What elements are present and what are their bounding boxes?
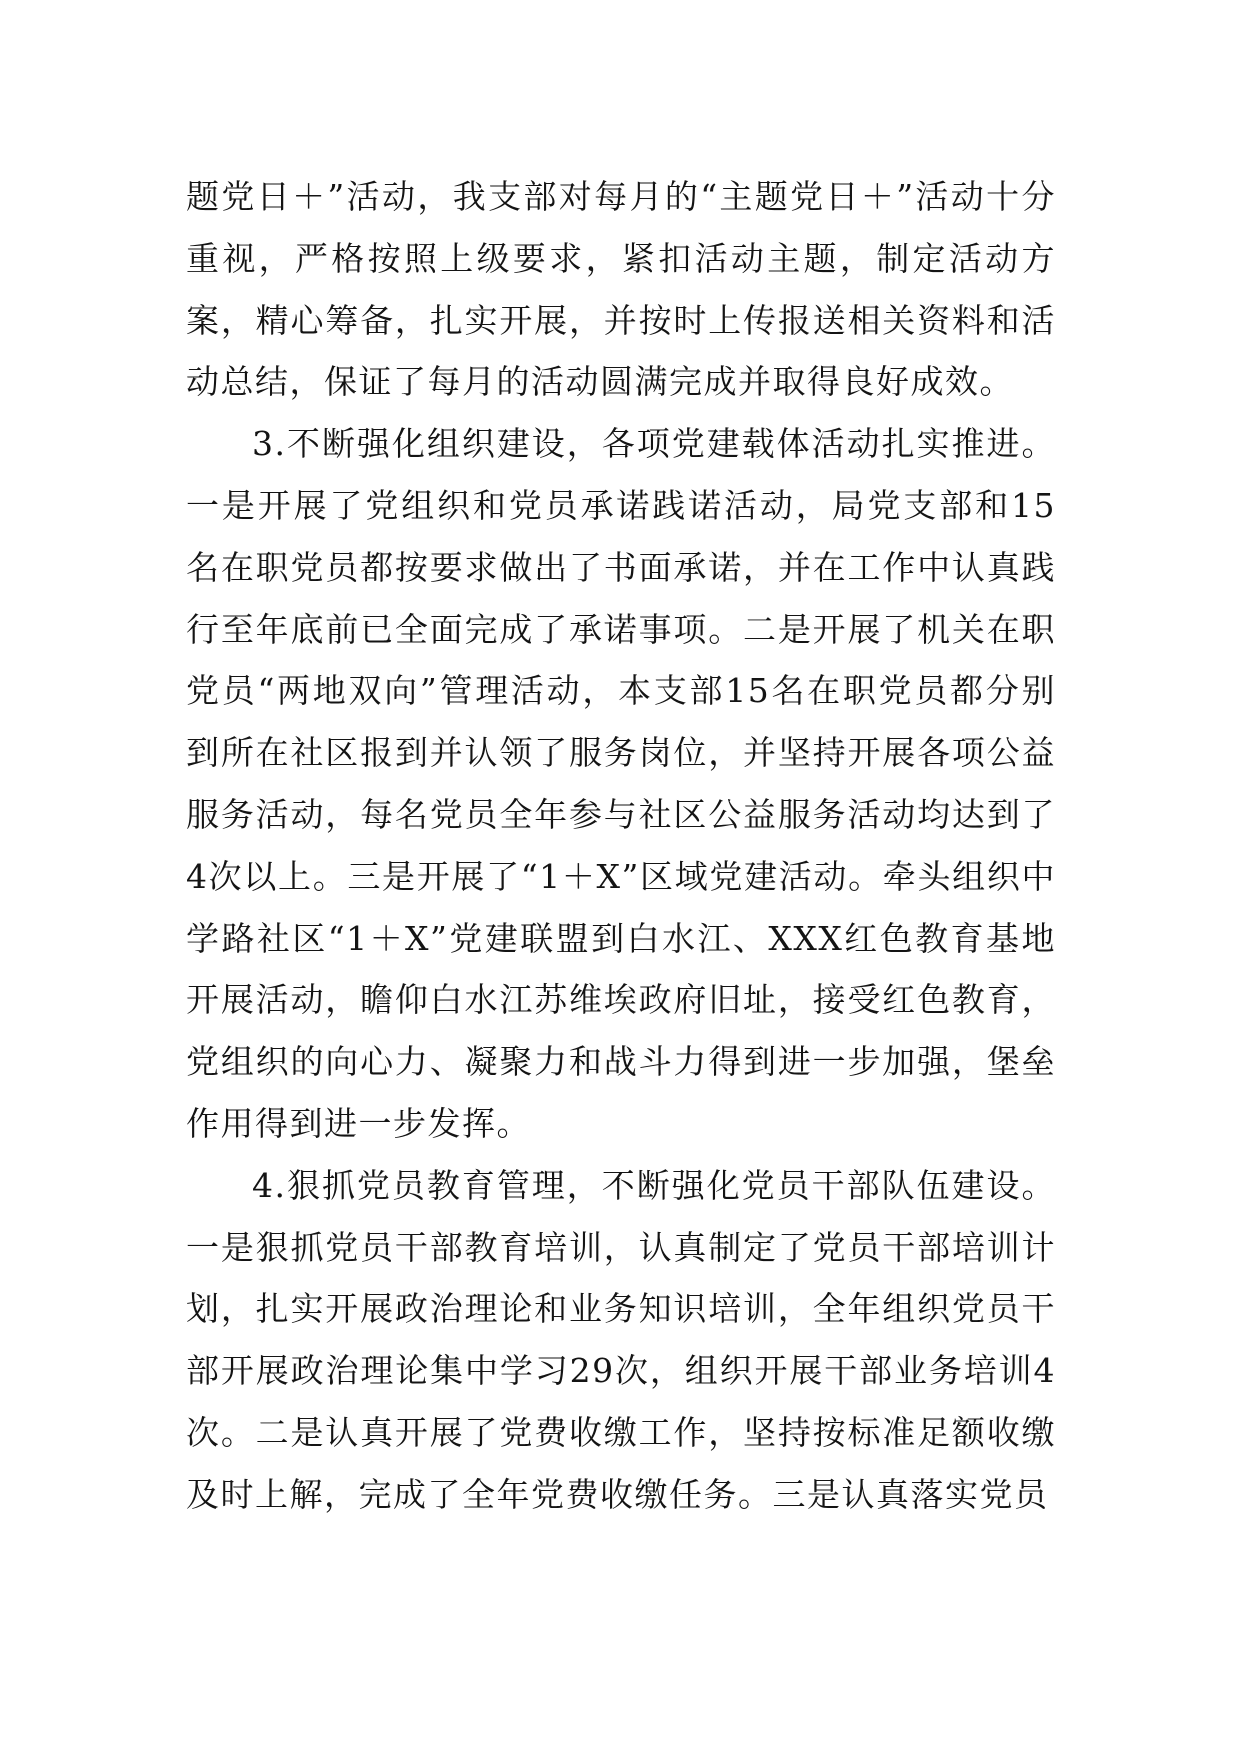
paragraph-3: 4.狠抓党员教育管理，不断强化党员干部队伍建设。一是狠抓党员干部教育培训，认真制定了党员干部培训计划，扎实开展政治理论和业务知识培训，全年组织党员干部开展政治理论集中学习29次，组织开展干部业务培训4次。二是认真开展了党费收缴工作，坚持按标准足额收缴及时上解，完成了全年党费收缴任务。三是认真落实党员 (186, 1165, 1056, 1514)
paragraph-1: 题党日＋”活动，我支部对每月的“主题党日＋”活动十分重视，严格按照上级要求，紧扣活动主题，制定活动方案，精心筹备，扎实开展，并按时上传报送相关资料和活动总结，保证了每月的活动圆满完成并取得良好成效。 (186, 177, 1056, 402)
paragraph-2: 3.不断强化组织建设，各项党建载体活动扎实推进。一是开展了党组织和党员承诺践诺活动，局党支部和15名在职党员都按要求做出了书面承诺，并在工作中认真践行至年底前已全面完成了承诺事项。二是开展了机关在职党员“两地双向”管理活动，本支部15名在职党员都分别到所在社区报到并认领了服务岗位，并坚持开展各项公益服务活动，每名党员全年参与社区公益服务活动均达到了4次以上。三是开展了“1＋X”区域党建活动。牵头组织中学路社区“1＋X”党建联盟到白水江、XXX红色教育基地开展活动，瞻仰白水江苏维埃政府旧址，接受红色教育，党组织的向心力、凝聚力和战斗力得到进一步加强，堡垒作用得到进一步发挥。 (186, 424, 1056, 1143)
document-body (186, 166, 1056, 1526)
